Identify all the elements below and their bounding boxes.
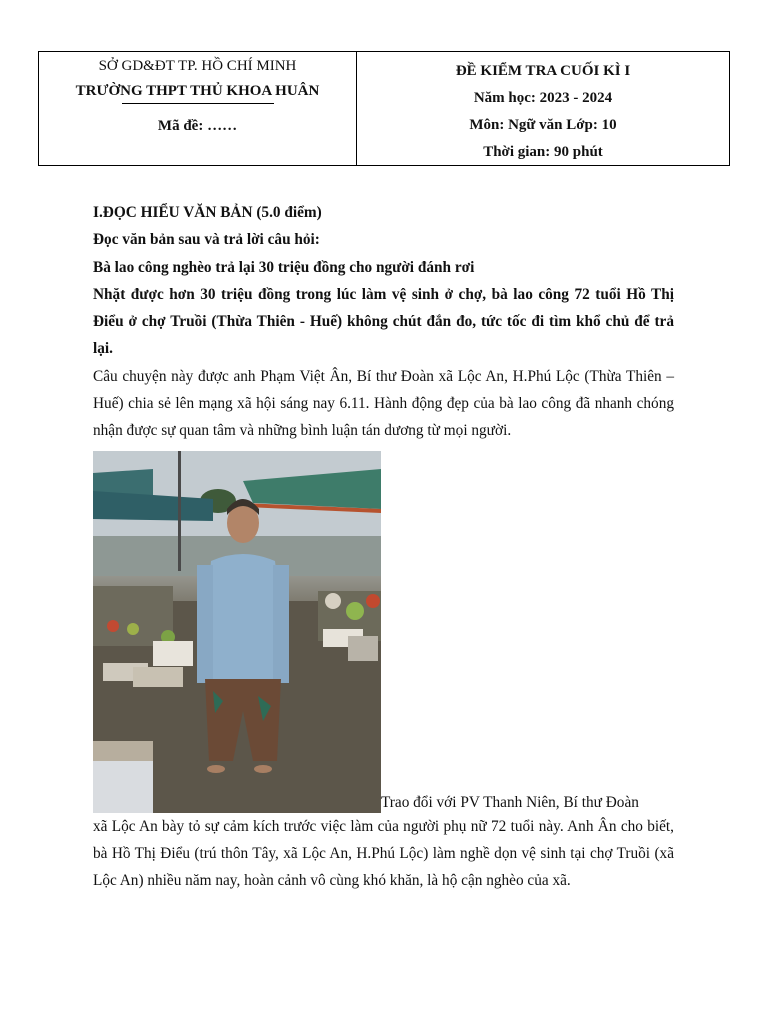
photo-row [93,451,674,813]
exam-header [38,51,730,166]
woman-at-market-image [93,451,381,813]
market-photo [93,451,381,813]
document-body [93,199,674,895]
exam-code: Mã đề: …… [157,118,238,134]
paragraph-1: Câu chuyện này được anh Phạm Việt Ân, Bí thư Đoàn xã Lộc An, H.Phú Lộc (Thừa Thiên – Huế) chia sẻ lên mạng xã hội sáng nay 6.11. Hành động đẹp của bà lao công đã nhanh chóng nhận được sự quan tâm và những bình luận tán dương từ mọi người. [93,367,674,440]
school-underline [122,103,274,104]
article-title: Bà lao công nghèo trả lại 30 triệu đồng cho người đánh rơi [93,258,475,276]
instruction: Đọc văn bản sau và trả lời câu hỏi: [93,231,320,249]
subject-grade: Môn: Ngữ văn Lớp: 10 [469,117,617,133]
department-name: SỞ GD&ĐT TP. HỒ CHÍ MINH [98,58,297,74]
paragraph-2: xã Lộc An bày tỏ sự cảm kích trước việc làm của người phụ nữ 72 tuổi này. Anh Ân cho biết, bà Hồ Thị Điểu (trú thôn Tây, xã Lộc An, H.Phú Lộc) làm nghề dọn vệ sinh tại chợ Truồi (xã Lộc An) nhiều năm nay, hoàn cảnh vô cùng khó khăn, là hộ cận nghèo của xã. [93,817,674,890]
header-right [357,52,729,165]
section-title: I.ĐỌC HIỂU VĂN BẢN (5.0 điểm) [93,204,322,221]
paragraph-2-start: Trao đổi với PV Thanh Niên, Bí thư Đoàn [381,793,639,811]
exam-title: ĐỀ KIỂM TRA CUỐI KÌ I [455,63,631,79]
school-year: Năm học: 2023 - 2024 [473,90,613,106]
school-name: TRƯỜNG THPT THỦ KHOA HUÂN [75,83,320,99]
exam-duration: Thời gian: 90 phút [483,144,603,160]
article-lead: Nhặt được hơn 30 triệu đồng trong lúc làm vệ sinh ở chợ, bà lao công 72 tuổi Hồ Thị Điểu ở chợ Truồi (Thừa Thiên - Huế) không chút đắn đo, tức tốc đi tìm khổ chủ để trả lại. [93,285,674,358]
header-left [39,52,357,165]
